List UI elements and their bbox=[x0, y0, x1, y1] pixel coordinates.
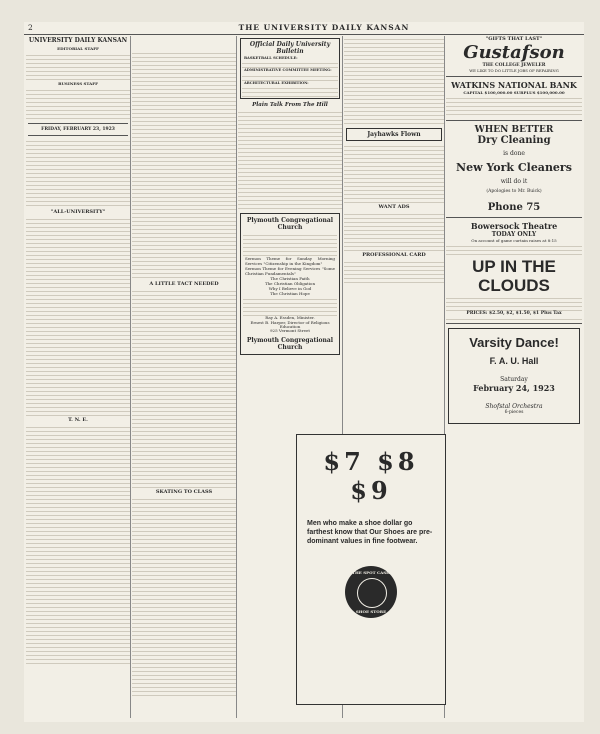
shoe-ad bbox=[296, 434, 446, 705]
bulletin-title: Official Daily University Bulletin bbox=[249, 41, 331, 55]
bulletin-arch: ARCHITECTURAL EXHIBITION: bbox=[244, 80, 309, 85]
church-director: Ernest B. Harper, Director of Religious Education bbox=[250, 319, 330, 330]
editorial-skating: SKATING TO CLASS bbox=[155, 489, 213, 495]
theatre-text bbox=[446, 316, 582, 320]
cleaners-name: New York Cleaners bbox=[456, 161, 572, 174]
sermon-list bbox=[243, 276, 337, 296]
dance-hall: F. A. U. Hall bbox=[489, 356, 539, 366]
column-2 bbox=[132, 36, 237, 718]
bulletin-box bbox=[240, 38, 340, 99]
theatre-ad bbox=[446, 218, 582, 324]
theatre-today: TODAY ONLY bbox=[491, 231, 537, 238]
spot-logo-top: THE SPOT CASH bbox=[352, 570, 390, 575]
church-title: Plymouth Congregational Church bbox=[246, 217, 334, 232]
church-pastor: Ray A. Essden, Minister. bbox=[265, 315, 315, 321]
sermon-morning: Sermon Theme for Sunday Morning Services "Citizenship in the Kingdom" bbox=[245, 256, 335, 267]
church-ad bbox=[240, 213, 340, 355]
shoe-headline: Men who make a shoe dollar go farthest know that Our Shoes are pre-dominant values in fine footwear. bbox=[307, 520, 433, 545]
cleaners-is: is done bbox=[503, 150, 525, 157]
bulletin-text bbox=[242, 85, 338, 97]
bulletin-basketball: BASKETBALL SCHEDULE: bbox=[244, 56, 298, 60]
jeweler-tag: WE LIKE TO DO LITTLE JOBS OF REPAIRING bbox=[469, 68, 559, 73]
cleaners-when: WHEN BETTER bbox=[474, 125, 554, 135]
article-body bbox=[344, 36, 444, 126]
theatre-show: UP IN THE CLOUDS bbox=[472, 257, 556, 295]
cleaners-ad bbox=[446, 121, 582, 218]
spot-logo-ring bbox=[357, 578, 387, 608]
article-body bbox=[132, 50, 236, 280]
bank-officers bbox=[446, 95, 582, 117]
cleaners-phone: Phone 75 bbox=[487, 202, 541, 213]
bank-ad bbox=[446, 77, 582, 121]
cleaners-dry: Dry Cleaning bbox=[477, 135, 551, 146]
bulletin-text bbox=[242, 60, 338, 68]
theatre-note: On account of game curtain raises at 8:15 bbox=[471, 238, 557, 243]
business-staff-heading: BUSINESS STAFF bbox=[58, 81, 98, 86]
business-list bbox=[26, 87, 130, 121]
dateline: FRIDAY, FEBRUARY 23, 1923 bbox=[41, 127, 115, 132]
professional-card-body bbox=[344, 259, 444, 285]
editorial-tne: T. N. E. bbox=[68, 417, 88, 423]
article-body bbox=[238, 109, 342, 209]
jeweler-ad bbox=[446, 36, 582, 77]
jeweler-name: Gustafson bbox=[463, 42, 565, 63]
price-9: $9 bbox=[350, 476, 392, 505]
church-text bbox=[243, 232, 337, 256]
church-address: 925 Vermont Street bbox=[270, 328, 310, 334]
theatre-text bbox=[446, 243, 582, 257]
shoe-prices bbox=[299, 447, 443, 505]
spot-logo-bottom: SHOE STORE bbox=[355, 609, 387, 614]
want-ads-heading: WANT ADS bbox=[378, 204, 410, 210]
price-8: $8 bbox=[377, 447, 419, 476]
masthead-title: THE UNIVERSITY DAILY KANSAN bbox=[238, 23, 410, 32]
staff-list bbox=[26, 52, 130, 80]
professional-card-heading: PROFESSIONAL CARD bbox=[362, 252, 426, 258]
editorial-staff-heading: EDITORIAL STAFF bbox=[57, 46, 99, 51]
editorial-all-university: "ALL-UNIVERSITY" bbox=[50, 209, 106, 215]
gifts-slogan: "GIFTS THAT LAST" bbox=[485, 36, 543, 42]
editorial-tact: A LITTLE TACT NEEDED bbox=[149, 281, 219, 287]
dance-pieces: 6-pieces bbox=[504, 410, 524, 415]
column-5 bbox=[446, 36, 582, 718]
church-title-footer: Plymouth Congregational Church bbox=[246, 336, 334, 351]
want-ads-body bbox=[344, 211, 444, 251]
divider bbox=[28, 135, 128, 136]
sermon-item: Why I Believe in God bbox=[268, 286, 312, 292]
cleaners-will: will do it bbox=[500, 178, 528, 185]
article-body bbox=[26, 424, 130, 664]
column-1 bbox=[26, 36, 131, 718]
dance-date: February 24, 1923 bbox=[473, 383, 555, 393]
theatre-text bbox=[446, 295, 582, 311]
article-body bbox=[132, 496, 236, 696]
masthead bbox=[24, 22, 584, 35]
dance-orchestra: Shofstal Orchestra bbox=[485, 403, 543, 410]
bank-name: WATKINS NATIONAL BANK bbox=[451, 80, 577, 90]
sermon-item: The Christian Obligation bbox=[264, 281, 316, 287]
bulletin-text bbox=[242, 73, 338, 81]
page-number: 2 bbox=[28, 23, 34, 32]
article-body bbox=[132, 288, 236, 488]
jeweler-sub: THE COLLEGE JEWELER bbox=[482, 63, 546, 68]
theatre-prices: PRICES: $2.50, $2, $1.50, $1 Plus Tax bbox=[466, 311, 562, 316]
plain-talk-heading: Plain Talk From The Hill bbox=[252, 102, 328, 109]
bank-capital: CAPITAL $100,000.00 SURPLUS $100,000.00 bbox=[463, 90, 565, 95]
divider bbox=[28, 123, 128, 124]
paper-title: UNIVERSITY DAILY KANSAN bbox=[28, 37, 128, 44]
church-text bbox=[243, 296, 337, 316]
theatre-name: Bowersock Theatre bbox=[470, 221, 558, 231]
sermon-item: The Christian Faith bbox=[270, 276, 310, 282]
article-body bbox=[344, 143, 444, 203]
dance-title: Varsity Dance! bbox=[469, 335, 559, 350]
bulletin-admin: ADMINISTRATIVE COMMITTEE MEETING: bbox=[244, 68, 332, 73]
dance-ad bbox=[448, 328, 580, 424]
spot-cash-logo bbox=[345, 566, 397, 618]
jayhawks-heading: Jayhawks Flown bbox=[346, 128, 442, 141]
cleaners-apology: (Apologies to Mr. Buick) bbox=[486, 189, 542, 194]
article-body bbox=[26, 216, 130, 416]
dance-day: Saturday bbox=[500, 376, 528, 383]
sermon-evening: Sermon Theme for Evening Services "Some Christian Fundamentals" bbox=[245, 266, 335, 277]
price-7: $7 bbox=[323, 447, 365, 476]
article-body bbox=[26, 138, 130, 208]
newspaper-page bbox=[24, 22, 584, 722]
sermon-item: The Christian Hope bbox=[270, 291, 310, 297]
